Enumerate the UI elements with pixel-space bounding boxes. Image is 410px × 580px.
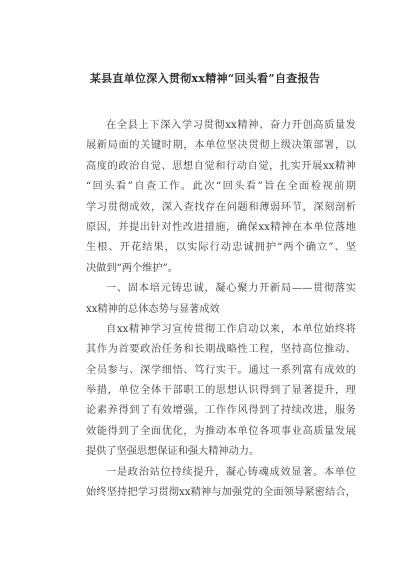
section-heading-line: 一、固本培元铸忠诚，凝心聚力开新局——贯彻落实 [106, 283, 356, 295]
paragraph-line: 决做到“两个维护”。 [86, 262, 178, 274]
paragraph-line: 学习贯彻成效，深入查找存在问题和薄弱环节，深刻剖析 [86, 201, 356, 213]
paragraph-line: 在全县上下深入学习贯彻xx精神、奋力开创高质量发 [106, 120, 356, 131]
paragraph-line: 举措，单位全体干部职工的思想认识得到了显著提升，理 [86, 385, 356, 397]
document-body [86, 116, 356, 503]
paragraph-line: 效能得到了全面优化，为推动本单位各项事业高质量发展 [86, 425, 356, 437]
paragraph-line: 提供了坚强思想保证和强大精神动力。 [86, 446, 260, 458]
section-heading-line: xx精神的总体态势与显著成效 [86, 303, 220, 315]
paragraph-line: 原因，并提出针对性改进措施，确保xx精神在本单位落地 [86, 221, 356, 233]
paragraph-line: 论素养得到了有效增强，工作作风得到了持续改进，服务 [86, 405, 356, 417]
paragraph-line: 展新局面的关键时期，本单位坚决贯彻上级决策部署，以 [86, 140, 356, 152]
paragraph-line: 自xx精神学习宣传贯彻工作启动以来，本单位始终将 [106, 323, 356, 335]
paragraph-line: 其作为首要政治任务和长期战略性工程，坚持高位推动、 [86, 344, 356, 356]
paragraph-line: 生根、开花结果，以实际行动忠诚拥护“两个确立”、坚 [86, 242, 356, 254]
paragraph-line: 全员参与、深学细悟、笃行实干。通过一系列富有成效的 [86, 364, 356, 376]
paragraph-line: 高度的政治自觉、思想自觉和行动自觉，扎实开展xx精神 [86, 160, 356, 172]
paragraph-line: 一是政治站位持续提升，凝心铸魂成效显著。本单位 [106, 466, 356, 478]
paragraph-line: “回头看”自查工作。此次“回头看”旨在全面检视前期 [86, 181, 356, 193]
paragraph-line: 始终坚持把学习贯彻xx精神与加强党的全面领导紧密结合， [86, 487, 356, 499]
document-title: 某县直单位深入贯彻xx精神“回头看”自查报告 [89, 72, 321, 85]
